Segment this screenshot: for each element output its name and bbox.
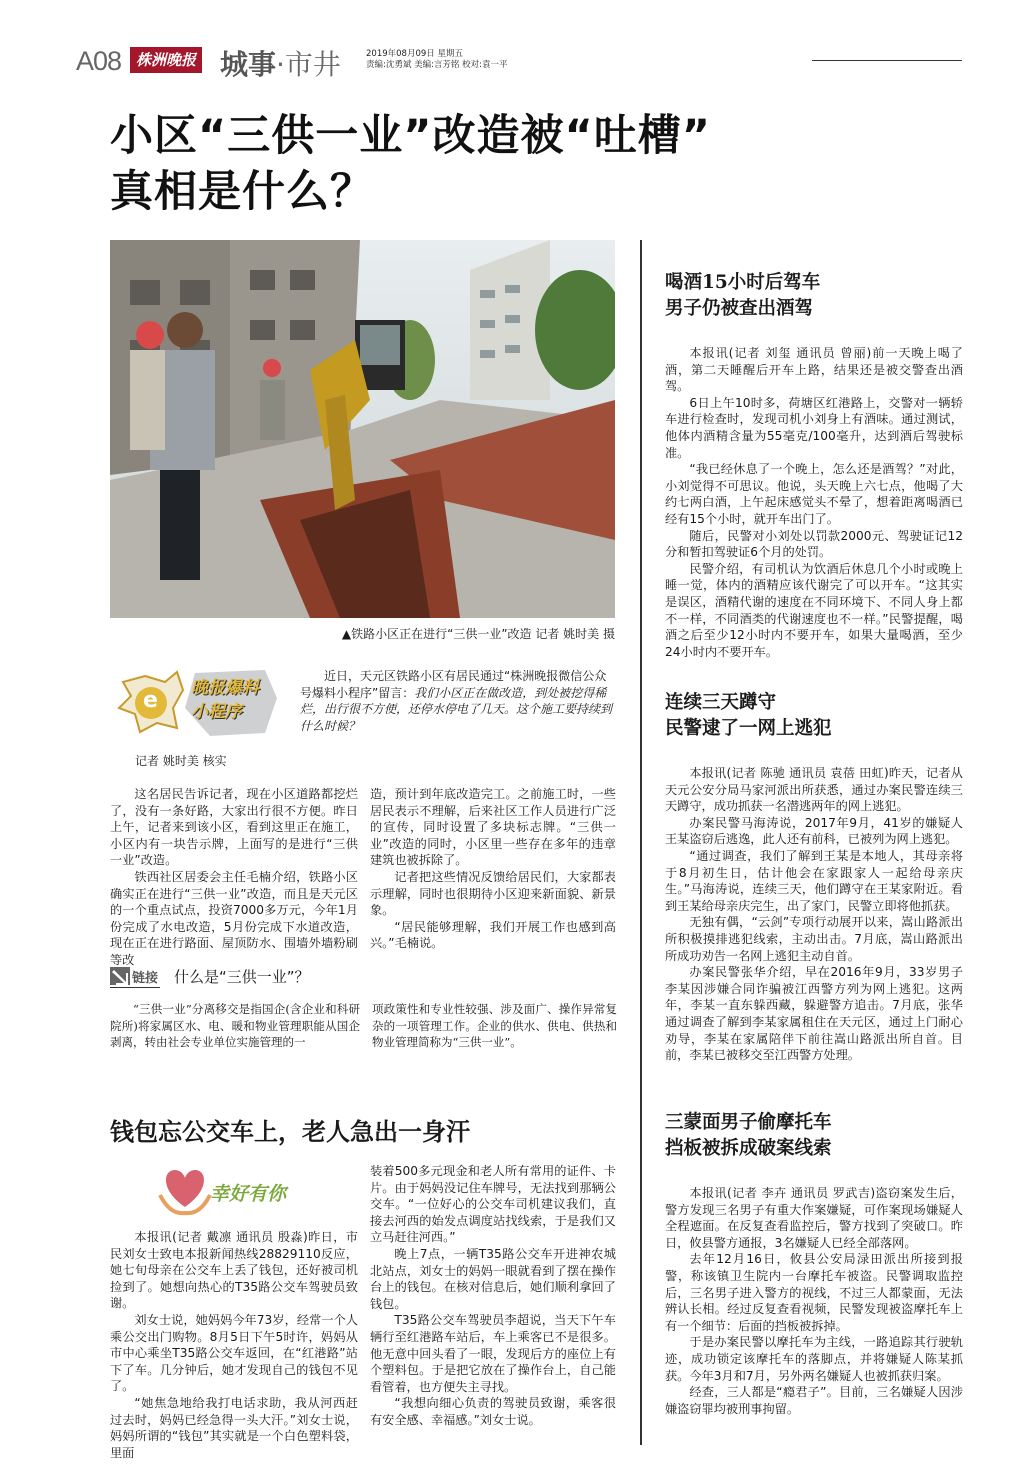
paragraph: 本报讯(记者 陈驰 通讯员 袁蓓 田虹)昨天，记者从天元公安分局马家河派出所获悉，通过办案民警连续三天蹲守，成功抓获一名潜逃两年的网上逃犯。 [665,766,963,814]
headline-line-2: 男子仍被查出酒驾 [665,298,814,319]
wallet-story-headline: 钱包忘公交车上，老人急出一身汗 [110,1117,470,1146]
paragraph: 铁西社区居委会主任毛楠介绍，铁路小区确实正在进行“三供一业”改造，而且是天元区的一个重点试点，投资7000多万元，今年1月份完成了水电改造，5月份完成下水道改造，现在正在进行路面、屋顶防水、围墙外墙粉刷等改 [110,869,358,967]
link-title: 什么是“三供一业”？ [174,968,310,986]
section-title: 城事·市井 [220,48,341,81]
fugitive-headline [665,690,965,742]
paragraph: 刘女士说，她妈妈今年73岁，经常一个人乘公交出门购物。8月5日下午5时许，妈妈从市中心乘坐T35路公交车返回，在“红港路”站下了车。几分钟后，她才发现自己的钱包不见了。 [110,1312,358,1394]
issue-date: 2019年08月09日 星期五 [366,49,463,59]
paragraph: “我已经休息了一个晚上，怎么还是酒驾？”对此，小刘觉得不可思议。他说，头天晚上六七点，他喝了大约七两白酒，上午起床感觉头不晕了，想着距离喝酒已经有15个小时，就开车出门了。 [665,462,963,526]
tip-program-badge [115,668,280,738]
paragraph: “通过调查，我们了解到王某是本地人，其母亲将于8月初生日，估计他会在家跟家人一起给母亲庆生。”马海涛说，连续三天，他们蹲守在王某家附近。看到王某给母亲庆完生，出了家门，民警立即将他抓获。 [665,848,963,913]
paragraph: 本报讯(记者 李卉 通讯员 罗武吉)盗窃案发生后，警方发现三名男子有重大作案嫌疑，可作案现场嫌疑人全程遮面。在反复查看监控后，警方找到了突破口。昨日，攸县警方通报，3名嫌疑人已经全部落网。 [665,1186,963,1250]
intro-paragraph [300,668,616,734]
heart-logo [155,1165,295,1220]
badge-line-1: 晚报爆料 [191,678,259,698]
paragraph: 民警介绍，有司机认为饮酒后休息几个小时或晚上睡一觉，体内的酒精应该代谢完了可以开车。“这其实是误区，酒精代谢的速度在不同环境下、不同人身上都不一样，不同酒类的代谢速度也不一样。”民警提醒，喝酒之后至少12小时内不要开车，如果大量喝酒，至少24小时内不要开车。 [665,561,963,659]
paragraph: 办案民警马海涛说，2017年9月，41岁的嫌疑人王某盗窃后逃逸，此人还有前科，已被列为网上逃犯。 [665,815,963,847]
section-name: 城事 [220,48,277,81]
motorcycle-theft-headline [665,1110,965,1162]
paragraph: 无独有偶，“云剑”专项行动展开以来，嵩山路派出所积极摸排逃犯线索，主动出击。7月底，嵩山路派出所成功劝告一名网上逃犯主动自首。 [665,915,963,963]
drunk-driving-headline [665,270,965,322]
fugitive-article [665,765,963,1064]
article-column-1 [110,786,358,969]
construction-photo [110,240,615,618]
intro-lead: 近日，天元区铁路小区有居民通过“株洲晚报微信公众号爆料小程序”留言： [300,669,607,700]
link-text-col-2: 项政策性和专业性较强、涉及面广、操作异常复杂的一项管理工作。企业的供水、供电、供热和物业管理简称为“三供一业”。 [372,1002,617,1049]
paragraph-continued: 装着500多元现金和老人所有常用的证件、卡片。由于妈妈没记住车牌号，无法找到那辆公交车。“一位好心的公交车司机建议我们，直接去河西的始发点调度站找线索，于是我们又立马赶往河西。” [370,1164,616,1245]
drunk-driving-article [665,345,963,660]
wallet-story-column-1 [110,1229,358,1461]
paragraph: 记者把这些情况反馈给居民们，大家都表示理解，同时也很期待小区迎来新面貌、新景象。 [370,869,616,918]
badge-line-2: 小程序 [191,702,242,722]
paragraph: 晚上7点，一辆T35路公交车开进神农城北站点，刘女士的妈妈一眼就看到了摆在操作台上的钱包。在核对信息后，她们顺利拿回了钱包。 [370,1246,616,1311]
header-rule [812,60,962,61]
paragraph: 这名居民告诉记者，现在小区道路都挖烂了，没有一条好路，大家出行很不方便。昨日上午，记者来到该小区，看到这里正在施工，小区内有一块告示牌，上面写的是进行“三供一业”改造。 [110,787,358,868]
paragraph: 经查，三人都是“瘾君子”。目前，三名嫌疑人因涉嫌盗窃罪均被刑事拘留。 [665,1385,963,1416]
paragraph: 于是办案民警以摩托车为主线，一路追踪其行驶轨迹，成功锁定该摩托车的落脚点，并将嫌疑人陈某抓获。今年3月和7月，另外两名嫌疑人也被抓获归案。 [665,1335,963,1383]
link-box-header [110,964,630,988]
paragraph: 办案民警张华介绍，早在2016年9月，33岁男子李某因涉嫌合同诈骗被江西警方列为网上逃犯。这两年，李某一直东躲西藏，躲避警方追击。7月底，张华通过调查了解到李某家属租住在天元区，通过上门耐心劝导，李某在家属陪伴下前往嵩山路派出所自首。目前，李某已被移交至江西警方处理。 [665,965,963,1063]
dateline [366,49,508,71]
headline-line-1: 喝酒15小时后驾车 [665,272,821,293]
heart-icon [155,1165,215,1220]
page-number: A08 [76,46,122,76]
paragraph: “居民能够理解，我们开展工作也感到高兴。”毛楠说。 [370,919,616,951]
paragraph: 本报讯(记者 刘玺 通讯员 曾丽)前一天晚上喝了酒，第二天睡醒后开车上路，结果还是被交警查出酒驾。 [665,346,963,394]
link-label: 链接 [132,971,159,986]
headline-line-1: 三蒙面男子偷摩托车 [665,1112,832,1133]
e-letter-icon: e [143,688,158,713]
paragraph-continued: 造，预计到年底改造完工。之前施工时，一些居民表示不理解，后来社区工作人员进行广泛的宣传，同时设置了多块标志牌。“三供一业”改造的同时，小区里一些存在多年的违章建筑也被拆除了。 [370,787,616,868]
badge-text [191,676,259,724]
paragraph: “我想向细心负责的驾驶员致谢，乘客很有安全感、幸福感。”刘女士说。 [370,1396,616,1427]
headline-line-2: 挡板被拆成破案线索 [665,1138,832,1159]
logo-text: 幸好有你 [210,1183,287,1205]
paragraph: 6日上午10时多，荷塘区红港路上，交警对一辆轿车进行检查时，发现司机小刘身上有酒味。通过测试，他体内酒精含量为55毫克/100毫升，达到酒后驾驶标准。 [665,395,963,460]
arrow-icon [110,967,130,985]
main-headline [110,108,711,220]
section-name-2: 市井 [284,48,341,81]
headline-line-1: 小区“三供一业”改造被“吐槽” [110,111,712,161]
link-text-col-1 [110,1001,360,1051]
paragraph: 随后，民警对小刘处以罚款2000元、驾驶证记12分和暂扣驾驶证6个月的处罚。 [665,528,963,560]
motorcycle-theft-article [665,1185,963,1417]
newspaper-logo: 株洲晚报 [130,47,202,73]
byline: 记者 姚时美 核实 [135,754,227,768]
reader-quote: 我们小区正在做改造，到处被挖得稀烂，出行很不方便，还停水停电了几天。这个施工要持续到什么时候？ [300,685,613,733]
paragraph: 去年12月16日，攸县公安局渌田派出所接到报警，称该镇卫生院内一台摩托车被盗。民警调取监控后，三名男子进入警方的视线，不过三人都蒙面，无法辨认长相。经过反复查看视频，民警发现被盗摩托车上有一个细节：后面的挡板被拆掉。 [665,1252,963,1333]
wallet-story-column-2 [370,1163,616,1429]
article-column-2 [370,786,616,952]
paragraph: “她焦急地给我打电话求助，我从河西赶过去时，妈妈已经急得一头大汗。”刘女士说，妈妈所谓的“钱包”其实就是一个白色塑料袋，里面 [110,1395,358,1460]
headline-line-2: 真相是什么？ [110,167,374,217]
paragraph: “三供一业”分离移交是指国企(含企业和科研院所)将家属区水、电、暖和物业管理职能从国企剥离，转由社会专业单位实施管理的一 [110,1002,360,1049]
paragraph: T35路公交车驾驶员李超说，当天下午车辆行至红港路车站后，车上乘客已不是很多。他无意中回头看了一眼，发现后方的座位上有个塑料包。于是把它放在了操作台上，自己能看管着，也方便失主寻找。 [370,1313,616,1394]
photo-caption: ▲铁路小区正在进行“三供一业”改造 记者 姚时美 摄 [341,627,615,641]
headline-line-2: 民警逮了一网上逃犯 [665,718,832,739]
column-divider [640,240,642,1445]
editor-credits: 责编:沈勇斌 美编:言芳铭 校对:袁一平 [366,60,508,70]
paragraph: 本报讯(记者 戴凛 通讯员 殷淼)昨日，市民刘女士致电本报新闻热线28829110反应，她七旬母亲在公交车上丢了钱包，还好被司机捡到了。她想向热心的T35路公交车驾驶员致谢。 [110,1230,358,1311]
headline-line-1: 连续三天蹲守 [665,692,777,713]
